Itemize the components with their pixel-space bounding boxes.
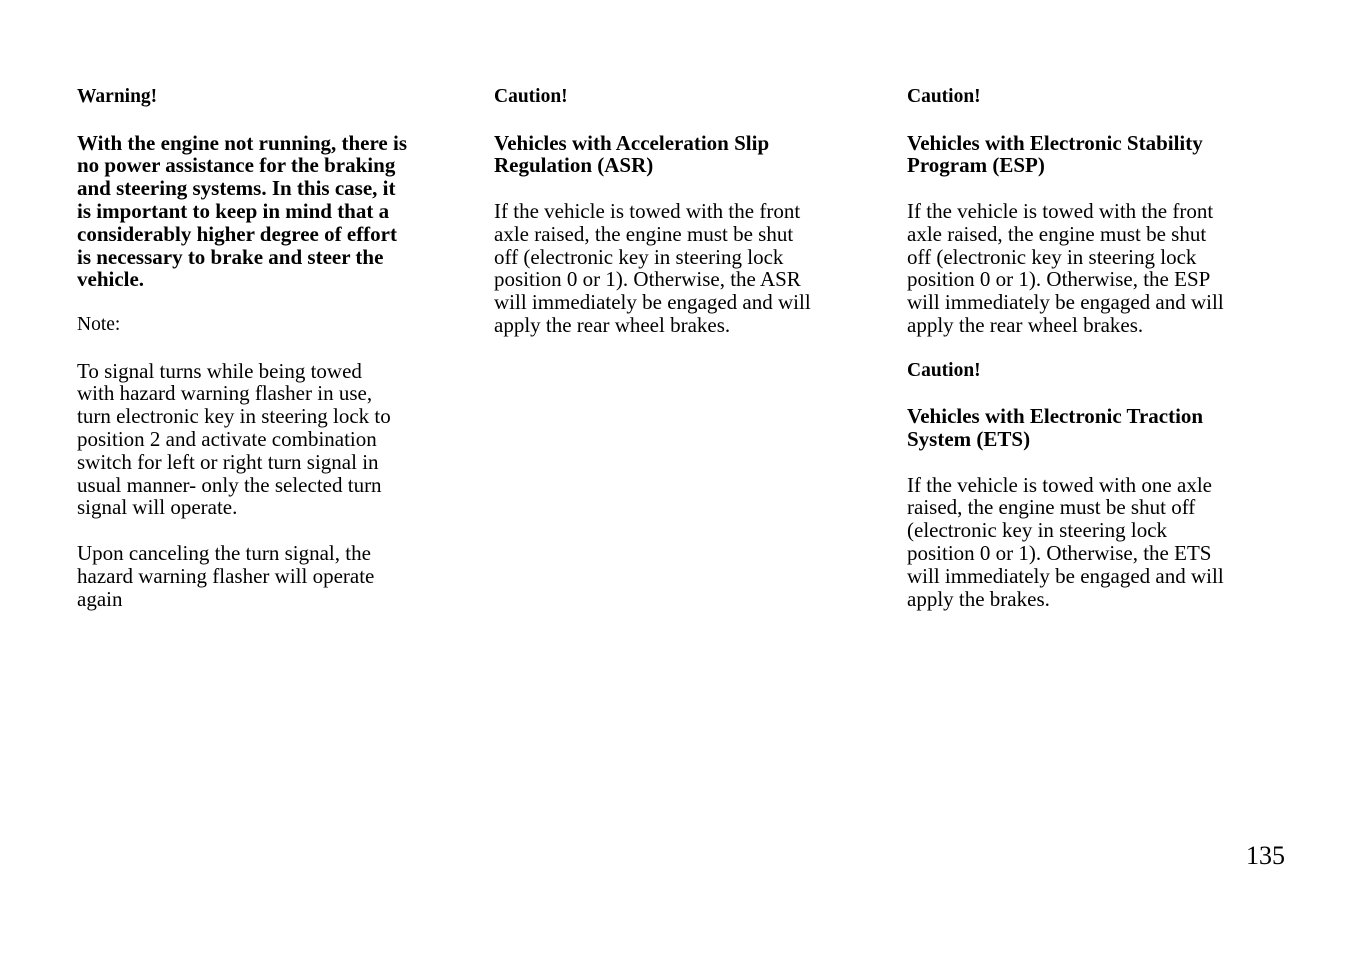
esp-heading: Vehicles with Electronic Stability Program (ESP) (907, 130, 1203, 178)
warning-text: With the engine not running, there is no power assistance for the braking and steering systems. In this case, it is important to keep in mind that a considerably higher degree of effort is necessary to brake and steer the vehicle. (77, 130, 408, 292)
note-label: Note: (77, 313, 121, 335)
ets-body: If the vehicle is towed with one axle raised, the engine must be shut off (electronic key in steering lock position 0 or 1). Otherwise, the ETS will immediately be engaged and will apply the brakes. (907, 472, 1224, 611)
warning-label: Warning! (77, 86, 158, 107)
note-text-turn-signal: To signal turns while being towed with hazard warning flasher in use, turn electronic key in steering lock to position 2 and activate combination switch for left or right turn signal in usual manner- only the selected turn signal will operate. (77, 358, 391, 520)
asr-body: If the vehicle is towed with the front axle raised, the engine must be shut off (electronic key in steering lock position 0 or 1). Otherwise, the ASR will immediately be engaged and will apply the rear wheel brakes. (494, 198, 811, 337)
caution-label-ets: Caution! (907, 359, 981, 381)
caution-label-asr: Caution! (494, 86, 568, 107)
column-right (907, 86, 1307, 633)
ets-heading: Vehicles with Electronic Traction System (ETS) (907, 404, 1204, 451)
caution-label-esp: Caution! (907, 86, 981, 107)
column-middle (494, 86, 874, 360)
esp-body: If the vehicle is towed with the front axle raised, the engine must be shut off (electronic key in steering lock position 0 or 1). Otherwise, the ESP will immediately be engaged and will apply the rear wheel brakes. (907, 198, 1224, 337)
note-text-canceling: Upon canceling the turn signal, the hazard warning flasher will operate again (77, 540, 375, 611)
column-left (77, 86, 457, 633)
page-number: 135 (1246, 841, 1285, 870)
asr-heading: Vehicles with Acceleration Slip Regulation (ASR) (494, 130, 770, 178)
